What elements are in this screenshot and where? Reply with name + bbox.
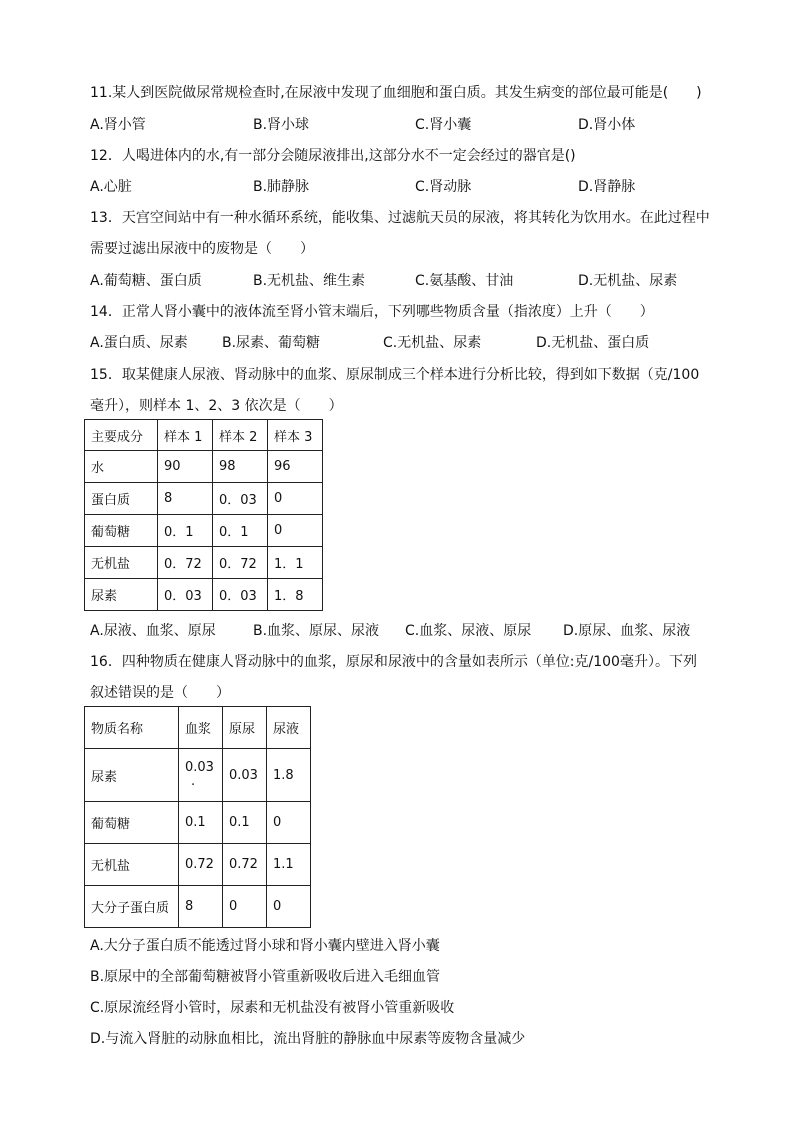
table-cell: 90 [158,451,213,483]
table-header-cell: 主要成分 [85,420,158,451]
table-cell: 0.72 [223,844,267,886]
q11-options [90,114,720,134]
q15-options [90,620,720,640]
table-cell: 水 [85,451,158,483]
table-cell: 0 [268,483,323,515]
table-cell-mark: . [191,774,196,789]
table-cell: 1.8 [267,749,311,802]
table-cell: 尿素 [85,579,158,611]
table-cell: 大分子蛋白质 [85,886,179,928]
q13-option-b[interactable]: B.无机盐、维生素 [253,273,366,289]
table-cell: 8 [179,886,223,928]
table-cell: 无机盐 [85,844,179,886]
q16-option-b[interactable]: B.原尿中的全部葡萄糖被肾小管重新吸收后进入毛细血管 [90,969,441,985]
q14-option-b[interactable]: B.尿素、葡萄糖 [222,335,321,351]
q16-stem-line-1: 16．四种物质在健康人肾动脉中的血浆，原尿和尿液中的含量如表所示（单位:克/100毫升）。下列 [90,654,697,670]
q14-stem: 14．正常人肾小囊中的液体流至肾小管末端后，下列哪些物质含量（指浓度）上升（ ） [90,304,654,320]
table-header-cell: 样本 3 [268,420,323,451]
table-cell-value: 0.03 [185,760,214,775]
table-cell: 0．03 [158,579,213,611]
q16-option-c[interactable]: C.原尿流经肾小管时，尿素和无机盐没有被肾小管重新吸收 [90,1000,455,1016]
table-cell: 蛋白质 [85,483,158,515]
table-cell: 葡萄糖 [85,515,158,547]
table-row [85,844,311,886]
q14-options [90,332,720,352]
table-header-cell: 样本 1 [158,420,213,451]
q12-option-b[interactable]: B.肺静脉 [253,179,310,195]
table-row [85,515,323,547]
table-cell: 0．03 [213,579,268,611]
q15-stem-line-2: 毫升），则样本 1、2、3 依次是（ ） [90,398,343,414]
q14-option-d[interactable]: D.无机盐、蛋白质 [536,335,650,351]
q11-option-c[interactable]: C.肾小囊 [415,117,472,133]
q14-option-a[interactable]: A.蛋白质、尿素 [90,335,188,351]
q15-option-a[interactable]: A.尿液、血浆、原尿 [90,623,216,639]
table-header-row [85,707,311,749]
table-cell: 葡萄糖 [85,802,179,844]
q11-stem: 11.某人到医院做尿常规检查时,在尿液中发现了血细胞和蛋白质。其发生病变的部位最可能是( ) [90,85,702,101]
table-row [85,749,311,802]
table-cell: 1．8 [268,579,323,611]
table-cell: 1．1 [268,547,323,579]
table-cell: 0.1 [223,802,267,844]
q15-stem-line-1: 15．取某健康人尿液、肾动脉中的血浆、原尿制成三个样本进行分析比较，得到如下数据（克/100 [90,367,700,383]
table-row [85,802,311,844]
q15-data-table [84,419,323,611]
q15-option-c[interactable]: C.血浆、尿液、原尿 [405,623,532,639]
q15-option-b[interactable]: B.血浆、原尿、尿液 [253,623,380,639]
table-cell: 0．72 [158,547,213,579]
table-cell: 1.1 [267,844,311,886]
table-cell [179,749,223,802]
q13-option-c[interactable]: C.氨基酸、甘油 [415,273,514,289]
q14-option-c[interactable]: C.无机盐、尿素 [383,335,482,351]
table-cell: 尿素 [85,749,179,802]
table-header-cell: 血浆 [179,707,223,749]
table-cell: 8 [158,483,213,515]
table-row [85,547,323,579]
q12-options [90,176,720,196]
q11-option-d[interactable]: D.肾小体 [578,117,636,133]
q11-option-a[interactable]: A.肾小管 [90,117,146,133]
table-cell: 0.03 [223,749,267,802]
table-cell: 0．72 [213,547,268,579]
q15-option-d[interactable]: D.原尿、血浆、尿液 [563,623,691,639]
table-row [85,483,323,515]
q16-data-table [84,706,311,928]
table-header-cell: 物质名称 [85,707,179,749]
table-cell: 0 [223,886,267,928]
table-header-row [85,420,323,451]
q12-option-c[interactable]: C.肾动脉 [415,179,472,195]
table-cell: 0.72 [179,844,223,886]
q13-stem-line-2: 需要过滤出尿液中的废物是（ ） [90,241,314,257]
table-header-cell: 样本 2 [213,420,268,451]
table-cell: 0．1 [158,515,213,547]
q12-option-d[interactable]: D.肾静脉 [578,179,636,195]
q11-option-b[interactable]: B.肾小球 [253,117,310,133]
table-cell: 0 [267,802,311,844]
table-cell: 96 [268,451,323,483]
q12-stem: 12．人喝进体内的水,有一部分会随尿液排出,这部分水不一定会经过的器官是() [90,148,576,164]
table-cell: 无机盐 [85,547,158,579]
q16-option-d[interactable]: D.与流入肾脏的动脉血相比，流出肾脏的静脉血中尿素等废物含量减少 [90,1031,526,1047]
table-row [85,451,323,483]
table-cell: 0 [268,515,323,547]
table-cell: 0．03 [213,483,268,515]
table-row [85,886,311,928]
q13-option-d[interactable]: D.无机盐、尿素 [578,273,678,289]
q13-options [90,270,720,290]
table-row [85,579,323,611]
q16-stem-line-2: 叙述错误的是（ ） [90,685,230,701]
table-header-cell: 尿液 [267,707,311,749]
q16-option-a[interactable]: A.大分子蛋白质不能透过肾小球和肾小囊内壁进入肾小囊 [90,938,440,954]
table-header-cell: 原尿 [223,707,267,749]
q12-option-a[interactable]: A.心脏 [90,179,132,195]
table-cell: 98 [213,451,268,483]
table-cell: 0.1 [179,802,223,844]
q13-stem-line-1: 13．天宫空间站中有一种水循环系统，能收集、过滤航天员的尿液，将其转化为饮用水。在此过程中 [90,210,710,226]
table-cell: 0．1 [213,515,268,547]
table-cell: 0 [267,886,311,928]
q13-option-a[interactable]: A.葡萄糖、蛋白质 [90,273,202,289]
